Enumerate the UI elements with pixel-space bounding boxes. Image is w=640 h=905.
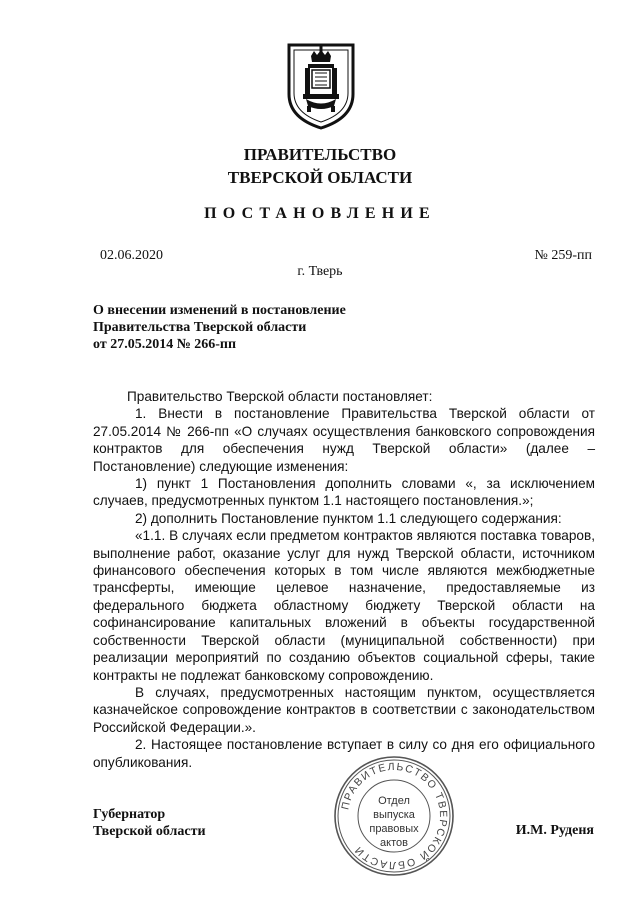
stamp-line3: правовых	[369, 823, 419, 835]
stamp-ring-text: ПРАВИТЕЛЬСТВО ТВЕРСКОЙ ОБЛАСТИ	[339, 760, 450, 872]
document-date: 02.06.2020	[100, 248, 163, 263]
stamp-line2: выпуска	[373, 809, 415, 821]
paragraph-item-1: 1. Внести в постановление Правительства Тверской области от 27.05.2014 № 266-пп «О случаях осуществления банковского сопровождения контрактов для обеспечения нужд Тверской области» (далее – Постановление) следующие изменения:	[93, 406, 595, 474]
paragraph-subitem-2: 2) дополнить Постановление пунктом 1.1 следующего содержания:	[135, 510, 562, 526]
signatory-name: И.М. Руденя	[515, 823, 594, 838]
government-title-line1: ПРАВИТЕЛЬСТВО	[243, 145, 397, 164]
subject-line1: О внесении изменений в постановление	[93, 303, 346, 318]
document-type-heading: ПОСТАНОВЛЕНИЕ	[204, 205, 436, 222]
government-title-line2: ТВЕРСКОЙ ОБЛАСТИ	[227, 168, 413, 187]
stamp-center-text	[332, 794, 456, 850]
document-number: № 259-пп	[534, 248, 592, 263]
paragraph-treasury: В случаях, предусмотренных настоящим пунктом, осуществляется казначейское сопровождение контрактов в соответствии с законодательством Российской Федерации.».	[93, 684, 595, 735]
paragraph-subitem-1: 1) пункт 1 Постановления дополнить словами «, за исключением случаев, предусмотренных пунктом 1.1 настоящего постановления.»;	[93, 476, 595, 509]
official-stamp	[332, 754, 456, 878]
signatory-title-line2: Тверской области	[93, 824, 206, 839]
subject-line3: от 27.05.2014 № 266-пп	[93, 337, 237, 352]
signatory-title	[93, 806, 206, 840]
paragraph-new-clause: «1.1. В случаях если предметом контрактов являются поставка товаров, выполнение работ, оказание услуг для нужд Тверской области, источником финансового обеспечения которых в том числе являются межбюджетные трансферты, имеющие целевое назначение, предоставляемые из федерального бюджета областному бюджету Тверской области на софинансирование капитальных вложений в объекты государственной собственности Тверской области (муниципальной собственности) при реализации мероприятий по созданию объектов социальной сферы, такие контракты не подлежат банковскому сопровождению.	[93, 528, 595, 683]
stamp-line4: актов	[380, 837, 408, 849]
subject-line2: Правительства Тверской области	[93, 320, 307, 335]
signatory-title-line1: Губернатор	[93, 807, 166, 822]
stamp-line1: Отдел	[378, 795, 410, 807]
document-city: г. Тверь	[297, 264, 343, 279]
paragraph-item-2: 2. Настоящее постановление вступает в силу со дня его официального опубликования.	[93, 737, 595, 770]
coat-of-arms-icon	[286, 42, 356, 130]
document-subject	[93, 302, 346, 353]
paragraph-intro: Правительство Тверской области постановляет:	[127, 389, 433, 404]
document-body	[93, 388, 595, 771]
